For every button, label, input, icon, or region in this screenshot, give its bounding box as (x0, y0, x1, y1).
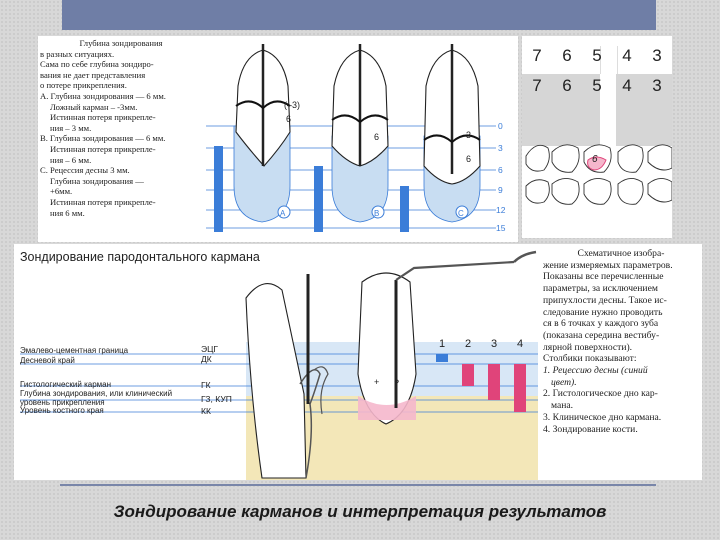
note-line: +6мм. (50, 186, 73, 197)
tooth-chart-panel (522, 36, 672, 238)
tooth-number: 3 (652, 46, 662, 65)
mm-label: 3 (498, 143, 503, 153)
tooth-chart-marker: 6 (592, 154, 598, 165)
tooth-label-c: C (458, 209, 464, 218)
note-line: ния 6 мм. (50, 207, 85, 218)
legend-line: уровень прикрепления (20, 398, 105, 407)
depth-label-three: 3 (466, 130, 472, 140)
depth-label-six-b: 6 (374, 132, 380, 142)
legend-line: Эмалево-цементная граница (20, 346, 129, 355)
mm-label: 9 (498, 185, 503, 195)
depth-label-six-c: 6 (466, 154, 472, 164)
tooth-label-a: A (280, 209, 286, 218)
depth-label-six-a: 6 (286, 114, 292, 124)
depth-label-minus3: (–3) (284, 100, 301, 110)
bar-number: 3 (490, 338, 498, 350)
mm-label: 0 (498, 121, 503, 131)
tooth-number: 7 (532, 76, 542, 95)
note-line: Истинная потеря прикрепле- (50, 143, 156, 154)
abbr-label: ДК (201, 354, 212, 364)
note-line: B. Глубина зондирования — 6 мм. (40, 133, 166, 144)
bar-number: 4 (516, 338, 524, 350)
note-line: Ложный карман – -3мм. (50, 101, 138, 112)
note-line: Схематичное изобра- (577, 248, 665, 259)
note-line: лярной поверхности). (543, 341, 633, 353)
legend-line: Глубина зондирования, или клинический (20, 389, 173, 398)
tooth-outline-chart (522, 36, 672, 236)
bar-number: 2 (464, 338, 472, 350)
legend-line: Гистологический карман (20, 380, 112, 389)
note-line: в разных ситуациях. (40, 48, 115, 59)
tooth-number: 5 (592, 76, 602, 95)
note-line: ния – 3 мм. (50, 122, 92, 133)
note-line: Глубина зондирования (79, 38, 163, 48)
plus-mark: + (374, 377, 380, 387)
tooth-number: 3 (652, 76, 662, 95)
note-line: 3. Клиническое дно кармана. (543, 411, 662, 423)
note-line: жение измеряемых параметров. (543, 259, 673, 271)
tooth-number: 5 (592, 46, 602, 65)
header-bar (62, 0, 656, 30)
note-line: цвет). (551, 376, 577, 388)
probing-diagram (38, 36, 518, 242)
footer-divider (60, 484, 656, 486)
tooth-a (214, 44, 290, 232)
legend-line: Уровень костного края (20, 406, 104, 415)
tooth-label-b: B (374, 209, 380, 218)
note-line: 1. Рецессию десны (синий (543, 365, 648, 377)
note-line: о потере прикрепления. (40, 80, 127, 91)
periodontal-pocket-panel (14, 244, 702, 480)
mm-label: 15 (496, 223, 506, 233)
note-line: C. Рецессия десны 3 мм. (40, 165, 130, 176)
note-line: А. Глубина зондирования — 6 мм. (40, 90, 166, 101)
note-line: вания не дает представления (40, 69, 146, 80)
note-line: Истинная потеря прикрепле- (50, 196, 156, 207)
note-line: припухлости десны. Такое ис- (543, 294, 667, 306)
note-line: следование нужно проводить (543, 306, 663, 318)
abbr-label: КК (201, 406, 211, 416)
tooth-number: 6 (562, 46, 572, 65)
tooth-number: 4 (622, 76, 632, 95)
bar-number: 1 (438, 338, 446, 350)
question-mark: ? (394, 378, 400, 388)
note-line: мана. (551, 400, 574, 412)
note-line: 4. Зондирование кости. (543, 423, 638, 435)
probing-depth-panel (38, 36, 518, 242)
note-line: ся в 6 точках у каждого зуба (543, 318, 659, 330)
tooth-number: 4 (622, 46, 632, 65)
section-title: Зондирование пародонтального кармана (20, 250, 260, 264)
note-line: Истинная потеря прикрепле- (50, 112, 156, 123)
note-line: Показаны все перечисленные (543, 271, 664, 283)
note-line: (показана середина вестибу- (543, 329, 660, 341)
schematic-notes (543, 248, 699, 435)
note-line: Сама по себе глубина зондиро- (40, 59, 154, 70)
mm-label: 6 (498, 165, 503, 175)
note-line: Глубина зондирования — (50, 175, 144, 186)
abbr-label: ГЗ, КУП (201, 394, 232, 404)
note-line: параметры, за исключением (543, 283, 658, 295)
tooth-number: 7 (532, 46, 542, 65)
abbr-label: ЭЦГ (201, 344, 218, 354)
note-line: 2. Гистологическое дно кар- (543, 388, 658, 400)
note-line: ния – 6 мм. (50, 154, 92, 165)
mm-label: 12 (496, 205, 506, 215)
legend-line: Десневой край (20, 356, 75, 365)
note-line: Столбики показывают: (543, 353, 637, 365)
slide-title: Зондирование карманов и интерпретация результатов (113, 502, 607, 521)
tooth-number: 6 (562, 76, 572, 95)
abbr-label: ГК (201, 380, 211, 390)
